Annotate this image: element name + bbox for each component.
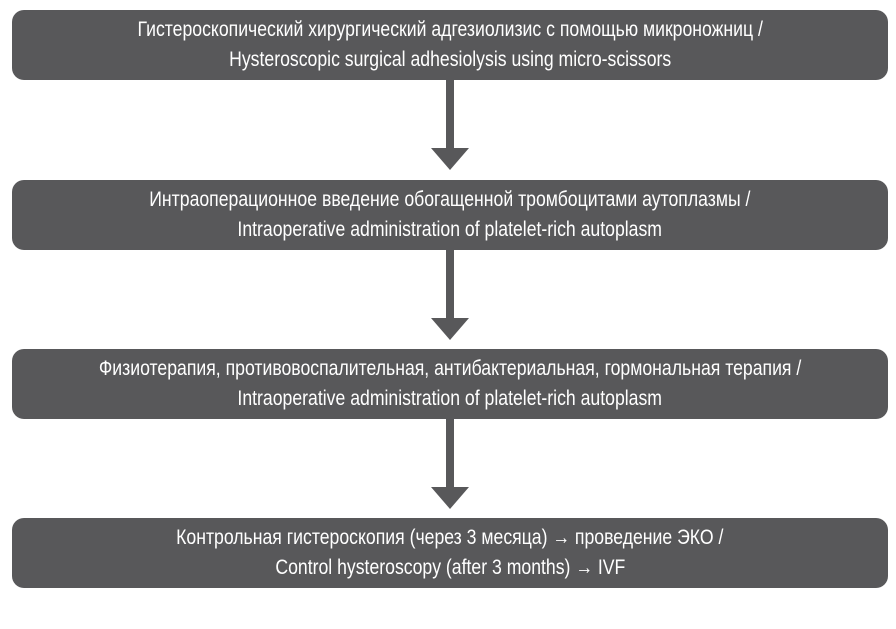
step-text-en: Intraoperative administration of platelet-rich autoplasm: [237, 387, 663, 410]
flow-step-therapy: [12, 349, 888, 419]
flow-step-control-hysteroscopy: [12, 518, 888, 588]
down-arrow-icon: [431, 250, 469, 340]
flow-step-autoplasm: [12, 180, 888, 250]
step-text-en: Hysteroscopic surgical adhesiolysis using micro-scissors: [228, 48, 672, 71]
arrow-head: [431, 148, 469, 170]
arrow-head: [431, 487, 469, 509]
arrow-shaft: [446, 419, 454, 489]
step-text-ru: Физиотерапия, противовоспалительная, антибактериальная, гормональная терапия /: [98, 357, 802, 380]
down-arrow-icon: [431, 80, 469, 170]
step-text-ru: Интраоперационное введение обогащенной тромбоцитами аутоплазмы /: [149, 188, 751, 211]
arrow-head: [431, 318, 469, 340]
step-text-ru: Гистероскопический хирургический адгезиолизис с помощью микроножниц /: [137, 18, 763, 41]
step-text-ru: Контрольная гистероскопия (через 3 месяца) → проведение ЭКО /: [176, 526, 724, 549]
flow-step-adhesiolysis: [12, 10, 888, 80]
arrow-shaft: [446, 80, 454, 150]
down-arrow-icon: [431, 419, 469, 509]
step-text-en: Control hysteroscopy (after 3 months) → IVF: [275, 556, 625, 579]
arrow-shaft: [446, 250, 454, 320]
step-text-en: Intraoperative administration of platelet-rich autoplasm: [237, 218, 663, 241]
